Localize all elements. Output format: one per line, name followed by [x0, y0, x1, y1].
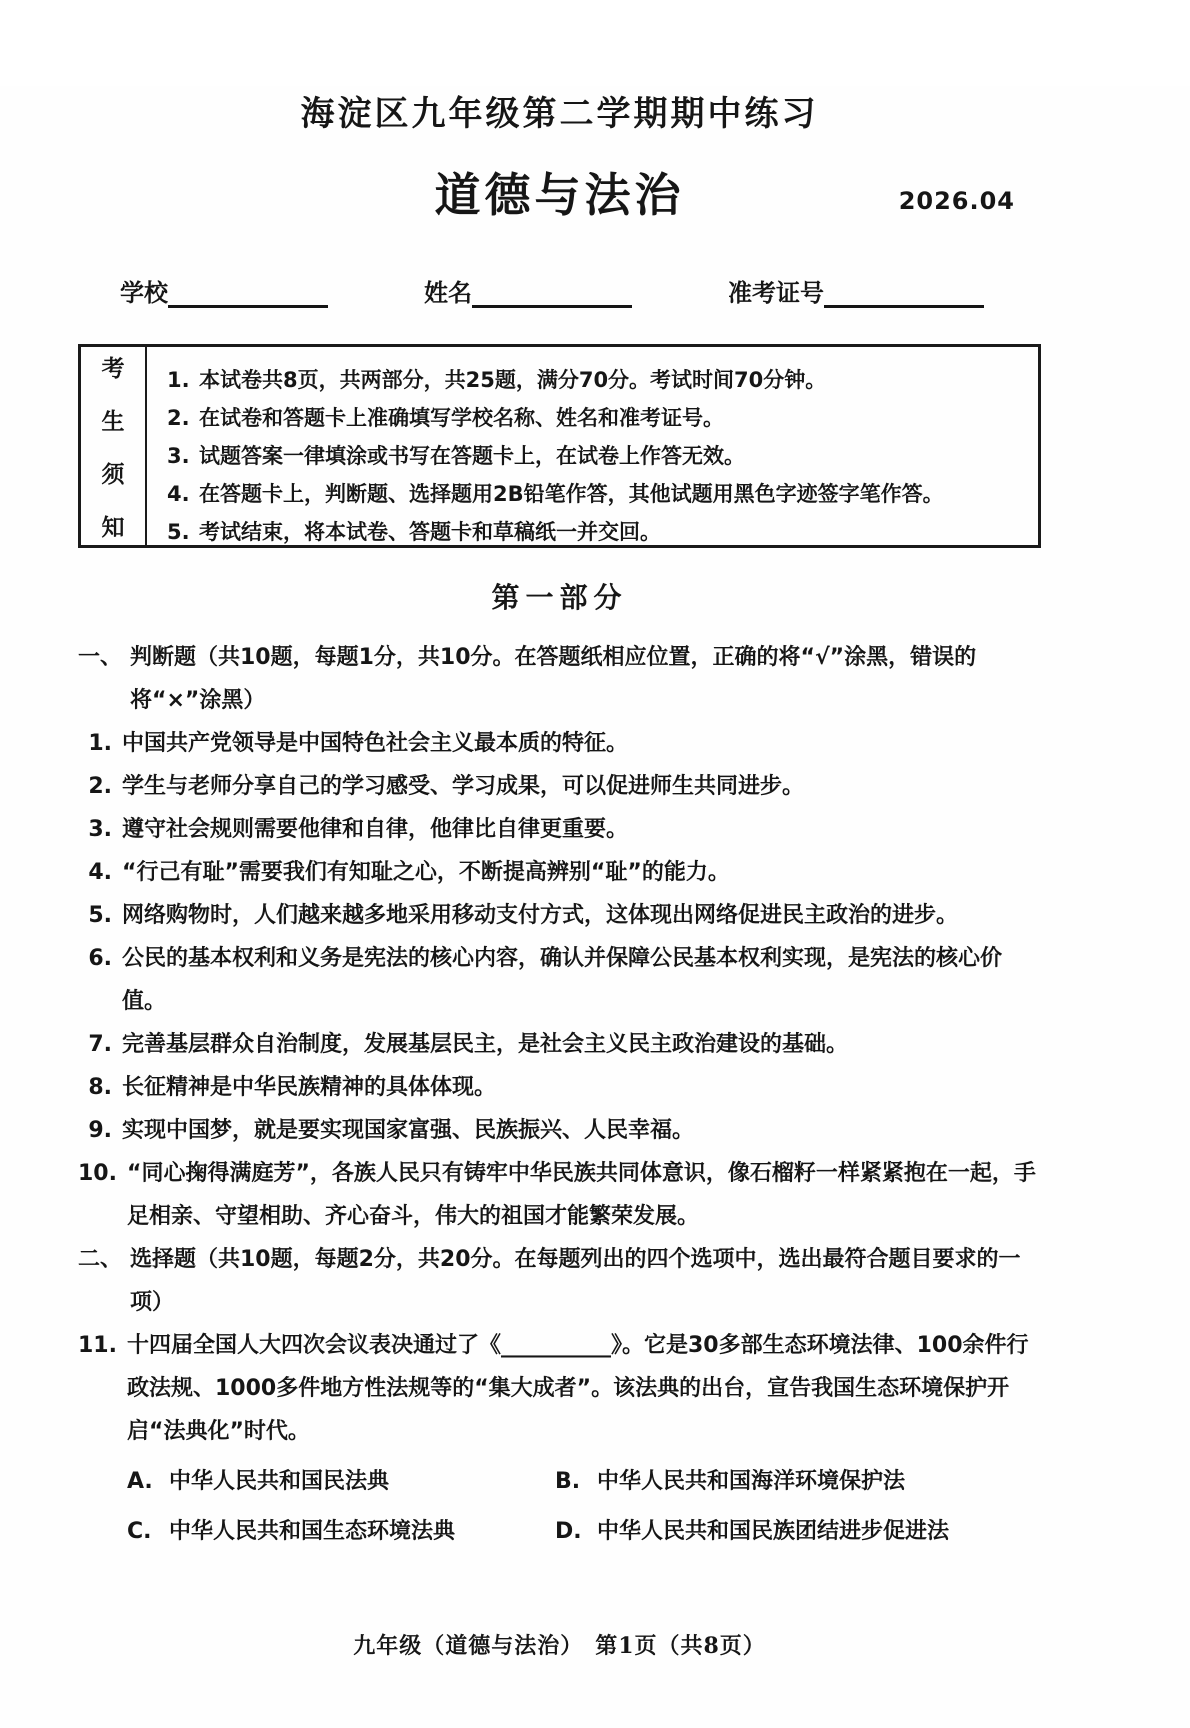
option-label: A. — [126, 1469, 153, 1494]
ticket-field — [728, 273, 984, 308]
notice-item-number: 5. — [167, 520, 190, 544]
question-text: “同心掬得满庭芳”，各族人民只有铸牢中华民族共同体意识，像石榴籽一样紧紧抱在一起，手足相亲、守望相助、齐心奋斗，伟大的祖国才能繁荣发展。 — [126, 1161, 1036, 1229]
subject-title: 道德与法治 — [434, 168, 685, 222]
question-text: 完善基层群众自治制度，发展基层民主，是社会主义民主政治建设的基础。 — [122, 1032, 849, 1057]
notice-item-text: 试题答案一律填涂或书写在答题卡上，在试卷上作答无效。 — [199, 444, 745, 468]
exam-session-title: 海淀区九年级第二学期期中练习 — [300, 94, 819, 134]
question-row-5 — [78, 894, 1041, 937]
notice-list — [147, 347, 1038, 545]
school-blank-line — [168, 280, 328, 308]
choice-section-heading — [78, 1238, 1041, 1324]
option-a — [127, 1457, 555, 1507]
question-row-6 — [78, 937, 1041, 1023]
notice-item-number: 2. — [167, 406, 190, 430]
question-row-4 — [78, 851, 1041, 894]
exam-date: 2026.04 — [898, 187, 1015, 215]
question-number: 5. — [88, 903, 112, 928]
section-heading-text: 判断题（共10题，每题1分，共10分。在答题纸相应位置，正确的将“√”涂黑，错误的将“×”涂黑） — [130, 645, 977, 713]
school-label: 学校 — [120, 279, 168, 307]
option-label: D. — [554, 1519, 582, 1544]
question-text: 学生与老师分享自己的学习感受、学习成果，可以促进师生共同进步。 — [122, 774, 805, 799]
question-text: 长征精神是中华民族精神的具体体现。 — [122, 1075, 497, 1100]
section-marker: 一、 — [78, 645, 123, 670]
question-row-7 — [78, 1023, 1041, 1066]
notice-item-number: 4. — [167, 482, 190, 506]
examinee-notice-box — [78, 344, 1041, 548]
option-label: B. — [554, 1469, 581, 1494]
question-number: 3. — [88, 817, 112, 842]
question-number: 1. — [88, 731, 112, 756]
page-content — [0, 86, 1190, 1660]
name-label: 姓名 — [424, 279, 472, 307]
notice-side-char: 知 — [101, 515, 125, 541]
question-11-body — [127, 1324, 1041, 1557]
school-field — [120, 273, 328, 308]
question-row-11 — [78, 1324, 1041, 1557]
question-text: 中国共产党领导是中国特色社会主义最本质的特征。 — [122, 731, 629, 756]
question-text: 实现中国梦，就是要实现国家富强、民族振兴、人民幸福。 — [122, 1118, 695, 1143]
notice-item — [167, 475, 1030, 513]
question-number: 4. — [88, 860, 112, 885]
question-number: 7. — [88, 1032, 112, 1057]
option-text: 中华人民共和国民族团结进步促进法 — [596, 1519, 949, 1544]
notice-item-text: 考试结束，将本试卷、答题卡和草稿纸一并交回。 — [199, 520, 661, 544]
judgement-section-heading — [78, 636, 1041, 722]
part-one-title: 第一部分 — [491, 581, 628, 614]
question-number: 2. — [88, 774, 112, 799]
notice-side-char: 生 — [101, 409, 125, 435]
subject-row — [78, 159, 1041, 222]
option-text: 中华人民共和国海洋环境保护法 — [596, 1469, 905, 1494]
question-text: 公民的基本权利和义务是宪法的核心内容，确认并保障公民基本权利实现，是宪法的核心价值。 — [122, 946, 1003, 1014]
notice-item-text: 在答题卡上，判断题、选择题用2B铅笔作答，其他试题用黑色字迹签字笔作答。 — [199, 482, 944, 506]
notice-item-number: 1. — [167, 368, 190, 392]
notice-item — [167, 399, 1030, 437]
option-text: 中华人民共和国民法典 — [168, 1469, 389, 1494]
notice-side-char: 考 — [101, 356, 125, 382]
question-row-10 — [78, 1152, 1041, 1238]
notice-item-text: 本试卷共8页，共两部分，共25题，满分70分。考试时间70分钟。 — [199, 368, 827, 392]
page-footer: 九年级（道德与法治） 第1页（共8页） — [353, 1633, 766, 1659]
notice-item — [167, 437, 1030, 475]
question-text: 网络购物时，人们越来越多地采用移动支付方式，这体现出网络促进民主政治的进步。 — [122, 903, 959, 928]
question-row-3 — [78, 808, 1041, 851]
question-11-options — [127, 1457, 1041, 1557]
section-marker: 二、 — [78, 1247, 123, 1272]
question-row-9 — [78, 1109, 1041, 1152]
option-b — [555, 1457, 1041, 1507]
candidate-info-row — [78, 273, 1041, 308]
question-number: 9. — [88, 1118, 112, 1143]
notice-side-label — [81, 347, 147, 545]
question-number: 10. — [78, 1161, 117, 1186]
exam-paper-page — [0, 86, 1190, 1728]
question-number: 11. — [78, 1333, 117, 1358]
option-c — [127, 1507, 555, 1557]
question-text: “行己有耻”需要我们有知耻之心，不断提高辨别“耻”的能力。 — [122, 860, 730, 885]
option-text: 中华人民共和国生态环境法典 — [168, 1519, 455, 1544]
section-heading-text: 选择题（共10题，每题2分，共20分。在每题列出的四个选项中，选出最符合题目要求的一项） — [130, 1247, 1021, 1315]
name-blank-line — [472, 280, 632, 308]
ticket-blank-line — [824, 280, 984, 308]
notice-item-number: 3. — [167, 444, 190, 468]
question-number: 8. — [88, 1075, 112, 1100]
name-field — [424, 273, 632, 308]
question-text: 十四届全国人大四次会议表决通过了《__________》。它是30多部生态环境法律、100余件行政法规、1000多件地方性法规等的“集大成者”。该法典的出台，宣告我国生态环境保护开启“法典化”时代。 — [126, 1333, 1029, 1444]
question-row-8 — [78, 1066, 1041, 1109]
question-number: 6. — [88, 946, 112, 971]
notice-side-char: 须 — [101, 462, 125, 488]
option-label: C. — [126, 1519, 152, 1544]
notice-item — [167, 361, 1030, 399]
ticket-label: 准考证号 — [728, 279, 824, 307]
notice-item-text: 在试卷和答题卡上准确填写学校名称、姓名和准考证号。 — [199, 406, 724, 430]
question-text: 遵守社会规则需要他律和自律，他律比自律更重要。 — [122, 817, 629, 842]
question-row-1 — [78, 722, 1041, 765]
question-row-2 — [78, 765, 1041, 808]
notice-item — [167, 513, 1030, 551]
option-d — [555, 1507, 1041, 1557]
